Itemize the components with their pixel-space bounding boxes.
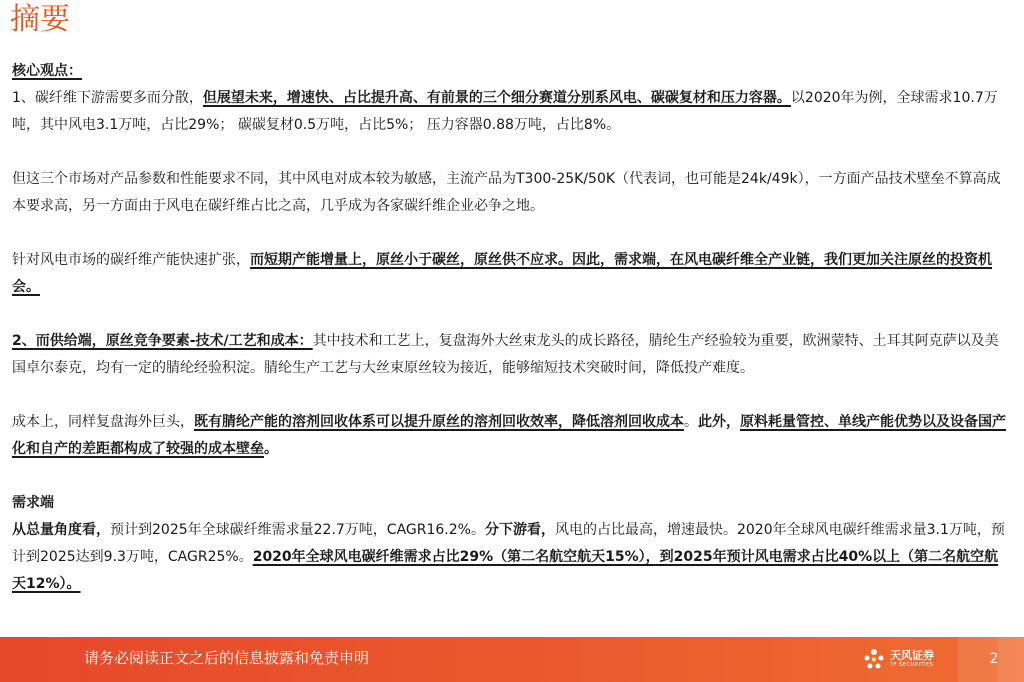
- highlight-segment: 2020年全球风电碳纤维需求占比29%（第二名航空航天15%），到2025年预计风电需求占比40%以上（第二名航空航天12%）。: [12, 549, 999, 592]
- text-segment: 以2020年为例，全球需求10.7万吨，其中风电3.1万吨，占比29%； 碳碳复材0.5万吨，占比5%； 压力容器0.88万吨，占比8%。: [12, 90, 998, 133]
- demand-side-heading: [12, 490, 1012, 517]
- highlight-segment: 原料耗量管控、单线产能优势以及设备国产化和自产的差距都构成了较强的成本壁垒: [12, 414, 1006, 457]
- paragraph-gap: [12, 463, 1012, 490]
- highlight-segment: 而短期产能增量上，原丝小于碳丝，原丝供不应求。: [250, 252, 572, 268]
- paragraph-supply-side: [12, 328, 1012, 382]
- logo-wordmark: [890, 649, 934, 669]
- paragraph-capacity-expansion: [12, 247, 1012, 301]
- paragraph-market-requirements: [12, 166, 1012, 220]
- paragraph-gap: [12, 382, 1012, 409]
- text-segment: 。: [684, 414, 698, 430]
- paragraph-gap: [12, 220, 1012, 247]
- text-segment: 1、碳纤维下游需要多而分散，: [12, 90, 203, 106]
- summary-content: [12, 58, 1012, 598]
- text-segment: 针对风电市场的碳纤维产能快速扩张，: [12, 252, 250, 268]
- paragraph-demand-outlook: [12, 517, 1012, 598]
- bold-segment: 从总量角度看，: [12, 522, 110, 538]
- logo-name-cn: 天风证券: [890, 649, 934, 662]
- text-segment: 但这三个市场对产品参数和性能要求不同，其中风电对成本较为敏感，主流产品为T300-25K/50K（代表词，也可能是24k/49k），一方面产品技术壁垒不算高成本要求高，另一方面由于风电在碳纤维占比之高，几乎成为各家碳纤维企业必争之地。: [12, 171, 1001, 214]
- core-views-heading: [12, 58, 1012, 85]
- highlight-segment: 但展望未来，增速快、占比提升高、有前景的三个细分赛道分别系风电、碳碳复材和压力容器。: [202, 90, 791, 106]
- core-views-heading-text: 核心观点：: [12, 63, 82, 79]
- text-segment: 其中技术和工艺上，复盘海外大丝束龙头的成长路径，腈纶生产经验较为重要，欧洲蒙特、土耳其阿克萨以及美国卓尔泰克，均有一定的腈纶经验积淀。腈纶生产工艺与大丝束原丝较为接近，能够缩短技术突破时间，降低投产难度。: [12, 333, 999, 376]
- tf-securities-logo: [862, 645, 934, 673]
- bold-segment: 。: [264, 441, 278, 457]
- disclaimer-text: 请务必阅读正文之后的信息披露和免责申明: [84, 649, 370, 667]
- text-segment: 成本上，同样复盘海外巨头，: [12, 414, 194, 430]
- bold-segment: 分下游看，: [484, 522, 555, 538]
- paragraph-downstream-demand: [12, 85, 1012, 139]
- text-segment: 预计到2025年全球碳纤维需求量22.7万吨，CAGR16.2%。: [110, 522, 485, 538]
- highlight-segment: 因此，需求端，在风电碳纤维全产业链，我们更加关注原丝的投资机会。: [12, 252, 992, 295]
- page-number: 2: [989, 651, 999, 667]
- bold-segment: 此外，: [698, 414, 740, 430]
- tf-securities-logo-icon: [862, 647, 886, 671]
- page-title: 摘要: [10, 2, 70, 37]
- highlight-segment: 既有腈纶产能的溶剂回收体系可以提升原丝的溶剂回收效率，降低溶剂回收成本: [194, 414, 684, 430]
- paragraph-gap: [12, 301, 1012, 328]
- text-segment: 风电的占比最高，增速最快。2020年全球风电碳纤维需求量3.1万吨，预计到2025达到9.3万吨，CAGR25%。: [12, 522, 1005, 565]
- highlight-segment: 2、而供给端，原丝竞争要素-技术/工艺和成本：: [12, 333, 313, 349]
- demand-side-heading-text: 需求端: [12, 495, 54, 511]
- footer-bar: [0, 637, 1024, 682]
- paragraph-gap: [12, 139, 1012, 166]
- logo-name-en: TF SECURITIES: [890, 662, 934, 668]
- paragraph-cost: [12, 409, 1012, 463]
